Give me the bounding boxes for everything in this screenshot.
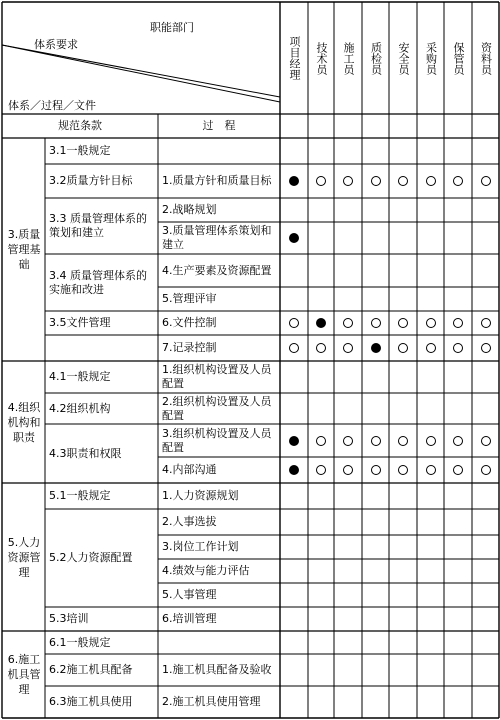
process-cell: 1.质量方针和质量目标 bbox=[162, 174, 272, 187]
clause-cell: 6.1一般规定 bbox=[49, 635, 111, 649]
clause-cell: 6.3施工机具使用 bbox=[49, 695, 133, 708]
related-responsibility-mark bbox=[371, 436, 381, 446]
related-responsibility-mark bbox=[371, 318, 381, 328]
related-responsibility-mark bbox=[398, 343, 408, 353]
clause-cell: 3.2质量方针目标 bbox=[49, 174, 133, 187]
process-cell bbox=[162, 631, 278, 654]
process-cell: 4.绩效与能力评估 bbox=[162, 564, 250, 577]
related-responsibility-mark bbox=[426, 343, 436, 353]
header-diagonal-lower bbox=[2, 45, 280, 102]
related-responsibility-mark bbox=[343, 318, 353, 328]
clause-cell: 4.3职责和权限 bbox=[49, 446, 122, 460]
related-responsibility-mark bbox=[426, 436, 436, 446]
process-cell: 2.战略规划 bbox=[162, 203, 217, 216]
header-dept-label: 职能部门 bbox=[150, 21, 194, 34]
section-title: 6.施工机具管理 bbox=[7, 653, 41, 696]
related-responsibility-mark bbox=[371, 465, 381, 475]
clause-cell: 3.4 质量管理体系的实施和改进 bbox=[49, 268, 147, 296]
related-responsibility-mark bbox=[316, 436, 326, 446]
role-header-3: 施工员 bbox=[342, 41, 355, 75]
related-responsibility-mark bbox=[426, 318, 436, 328]
process-cell: 1.施工机具配备及验收 bbox=[162, 663, 272, 676]
primary-responsibility-mark bbox=[289, 233, 299, 243]
related-responsibility-mark bbox=[343, 176, 353, 186]
clause-cell: 6.2施工机具配备 bbox=[49, 663, 133, 676]
clause-column-header: 规范条款 bbox=[58, 119, 102, 132]
related-responsibility-mark bbox=[289, 343, 299, 353]
section-title: 3.质量管理基础 bbox=[7, 228, 41, 271]
role-header-2: 技术员 bbox=[315, 41, 328, 75]
related-responsibility-mark bbox=[343, 343, 353, 353]
related-responsibility-mark bbox=[481, 318, 491, 328]
section-title: 5.人力资源管理 bbox=[7, 535, 41, 579]
related-responsibility-mark bbox=[343, 465, 353, 475]
process-cell: 2.组织机构设置及人员配置 bbox=[162, 394, 272, 422]
primary-responsibility-mark bbox=[289, 176, 299, 186]
role-header-1: 项目经理 bbox=[288, 36, 301, 80]
role-header-6: 采购员 bbox=[424, 41, 438, 75]
process-cell: 2.人事选拔 bbox=[162, 515, 217, 528]
header-req-label: 体系要求 bbox=[34, 38, 78, 51]
clause-cell: 4.1一般规定 bbox=[49, 370, 111, 383]
primary-responsibility-mark bbox=[371, 343, 381, 353]
process-cell: 5.管理评审 bbox=[162, 292, 217, 305]
clause-cell: 5.3培训 bbox=[49, 612, 89, 625]
process-cell: 5.人事管理 bbox=[162, 588, 217, 601]
related-responsibility-mark bbox=[453, 176, 463, 186]
clause-cell: 3.5文件管理 bbox=[49, 316, 111, 329]
related-responsibility-mark bbox=[481, 343, 491, 353]
related-responsibility-mark bbox=[398, 176, 408, 186]
section-title: 4.组织机构和职责 bbox=[7, 400, 41, 444]
process-cell: 2.施工机具使用管理 bbox=[162, 695, 261, 708]
clause-cell: 4.2组织机构 bbox=[49, 401, 111, 415]
primary-responsibility-mark bbox=[316, 318, 326, 328]
process-cell: 3.岗位工作计划 bbox=[162, 540, 239, 553]
header-file-label: 体系／过程／文件 bbox=[8, 99, 96, 112]
related-responsibility-mark bbox=[453, 343, 463, 353]
related-responsibility-mark bbox=[316, 465, 326, 475]
related-responsibility-mark bbox=[481, 436, 491, 446]
process-cell: 6.培训管理 bbox=[162, 612, 217, 625]
process-cell: 7.记录控制 bbox=[162, 341, 217, 354]
process-cell: 3.质量管理体系策划和建立 bbox=[162, 224, 272, 251]
process-cell: 6.文件控制 bbox=[162, 316, 217, 329]
related-responsibility-mark bbox=[398, 436, 408, 446]
related-responsibility-mark bbox=[481, 465, 491, 475]
related-responsibility-mark bbox=[453, 318, 463, 328]
related-responsibility-mark bbox=[453, 436, 463, 446]
role-header-5: 安全员 bbox=[397, 41, 410, 75]
process-cell: 1.组织机构设置及人员配置 bbox=[162, 363, 272, 390]
clause-cell: 5.1一般规定 bbox=[49, 489, 111, 502]
clause-cell: 3.1一般规定 bbox=[49, 144, 111, 157]
process-cell: 4.生产要素及资源配置 bbox=[162, 263, 272, 277]
related-responsibility-mark bbox=[426, 465, 436, 475]
related-responsibility-mark bbox=[481, 176, 491, 186]
related-responsibility-mark bbox=[453, 465, 463, 475]
process-cell: 4.内部沟通 bbox=[162, 463, 217, 476]
process-cell: 1.人力资源规划 bbox=[162, 489, 239, 502]
clause-cell: 3.3 质量管理体系的策划和建立 bbox=[49, 212, 147, 239]
related-responsibility-mark bbox=[289, 318, 299, 328]
related-responsibility-mark bbox=[426, 176, 436, 186]
related-responsibility-mark bbox=[316, 343, 326, 353]
related-responsibility-mark bbox=[316, 176, 326, 186]
process-column-header: 过 程 bbox=[202, 119, 236, 132]
related-responsibility-mark bbox=[398, 465, 408, 475]
primary-responsibility-mark bbox=[289, 465, 299, 475]
role-header-7: 保管员 bbox=[452, 41, 465, 75]
process-cell: 3.组织机构设置及人员配置 bbox=[162, 426, 272, 454]
related-responsibility-mark bbox=[343, 436, 353, 446]
related-responsibility-mark bbox=[371, 176, 381, 186]
clause-cell bbox=[49, 335, 155, 361]
related-responsibility-mark bbox=[398, 318, 408, 328]
header-diagonal-upper bbox=[2, 45, 280, 97]
role-header-4: 质检员 bbox=[369, 41, 383, 75]
process-cell bbox=[162, 138, 278, 164]
clause-cell: 5.2人力资源配置 bbox=[49, 551, 133, 564]
primary-responsibility-mark bbox=[289, 436, 299, 446]
role-header-8: 资料员 bbox=[479, 41, 493, 75]
